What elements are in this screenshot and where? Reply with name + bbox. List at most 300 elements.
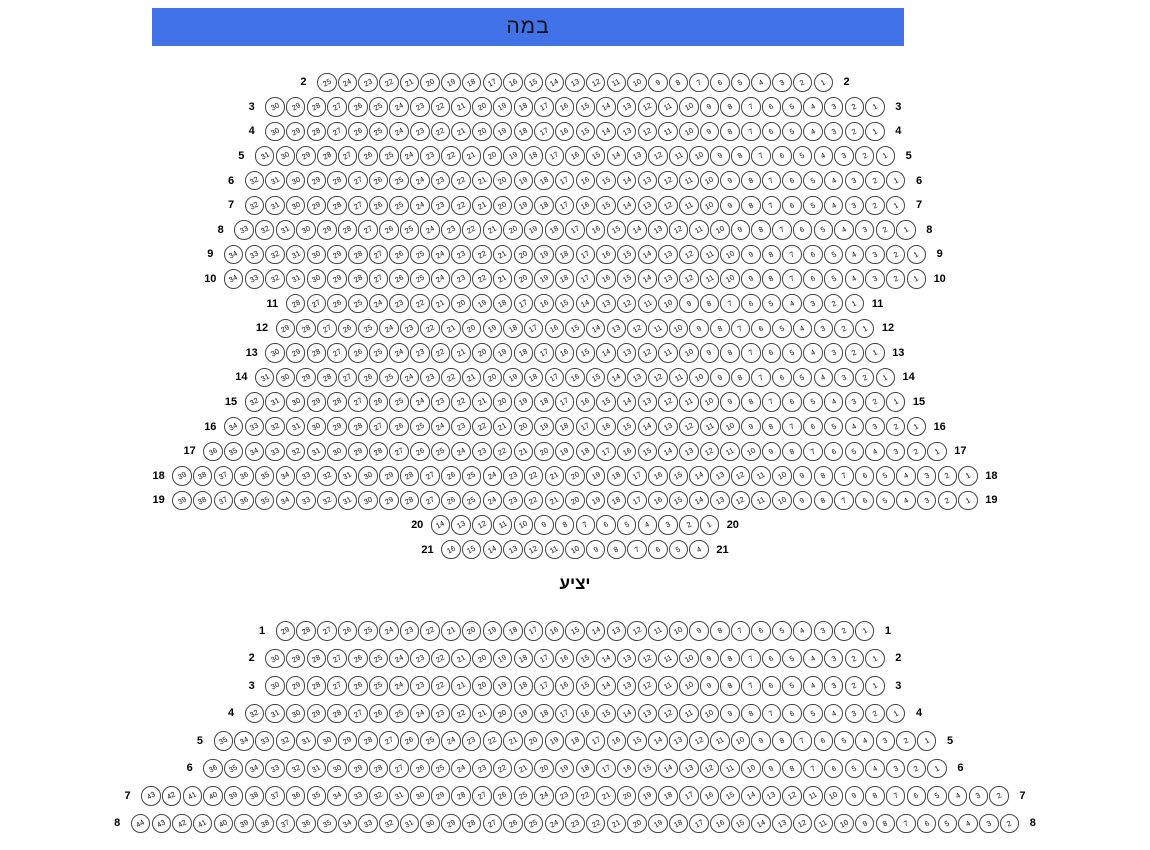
seat[interactable]: 4 xyxy=(793,621,813,641)
seat[interactable]: 18 xyxy=(503,319,523,339)
seat[interactable]: 21 xyxy=(441,319,461,339)
seat[interactable]: 4 xyxy=(845,269,865,289)
seat[interactable]: 2 xyxy=(845,343,865,363)
seat[interactable]: 18 xyxy=(534,704,554,724)
seat[interactable]: 27 xyxy=(327,343,347,363)
seat[interactable]: 7 xyxy=(751,146,771,166)
seat[interactable]: 16 xyxy=(607,731,627,751)
seat[interactable]: 7 xyxy=(782,417,802,437)
seat[interactable]: 21 xyxy=(451,122,471,142)
seat[interactable]: 27 xyxy=(420,466,440,486)
seat[interactable]: 13 xyxy=(772,814,792,834)
seat[interactable]: 24 xyxy=(410,196,430,216)
seat[interactable]: 23 xyxy=(400,621,420,641)
seat[interactable]: 16 xyxy=(441,540,461,560)
seat[interactable]: 41 xyxy=(193,814,213,834)
seat[interactable]: 15 xyxy=(565,319,585,339)
seat[interactable]: 19 xyxy=(493,97,513,117)
seat[interactable]: 10 xyxy=(679,649,699,669)
seat[interactable]: 11 xyxy=(720,759,740,779)
seat[interactable]: 8 xyxy=(814,491,834,511)
seat[interactable]: 17 xyxy=(534,122,554,142)
seat[interactable]: 31 xyxy=(265,704,285,724)
seat[interactable]: 35 xyxy=(307,786,327,806)
seat[interactable]: 29 xyxy=(286,97,306,117)
seat[interactable]: 5 xyxy=(824,417,844,437)
seat[interactable]: 19 xyxy=(545,731,565,751)
seat[interactable]: 8 xyxy=(762,269,782,289)
seat[interactable]: 7 xyxy=(803,759,823,779)
seat[interactable]: 2 xyxy=(845,97,865,117)
seat[interactable]: 21 xyxy=(493,269,513,289)
seat[interactable]: 2 xyxy=(876,220,896,240)
seat[interactable]: 11 xyxy=(607,73,627,93)
seat[interactable]: 3 xyxy=(824,343,844,363)
seat[interactable]: 7 xyxy=(772,220,792,240)
seat[interactable]: 20 xyxy=(472,122,492,142)
seat[interactable]: 6 xyxy=(762,676,782,696)
seat[interactable]: 12 xyxy=(638,676,658,696)
seat[interactable]: 4 xyxy=(845,245,865,265)
seat[interactable]: 26 xyxy=(348,649,368,669)
seat[interactable]: 31 xyxy=(338,466,358,486)
seat[interactable]: 2 xyxy=(886,417,906,437)
seat[interactable]: 4 xyxy=(958,814,978,834)
seat[interactable]: 24 xyxy=(400,146,420,166)
seat[interactable]: 6 xyxy=(762,343,782,363)
seat[interactable]: 1 xyxy=(917,731,937,751)
seat[interactable]: 22 xyxy=(431,676,451,696)
seat[interactable]: 10 xyxy=(700,196,720,216)
seat[interactable]: 6 xyxy=(710,73,730,93)
seat[interactable]: 31 xyxy=(286,417,306,437)
seat[interactable]: 14 xyxy=(596,97,616,117)
seat[interactable]: 9 xyxy=(689,621,709,641)
seat[interactable]: 1 xyxy=(865,122,885,142)
seat[interactable]: 12 xyxy=(731,466,751,486)
seat[interactable]: 17 xyxy=(514,294,534,314)
seat[interactable]: 14 xyxy=(638,417,658,437)
seat[interactable]: 18 xyxy=(514,649,534,669)
seat[interactable]: 4 xyxy=(896,466,916,486)
seat[interactable]: 3 xyxy=(876,731,896,751)
seat[interactable]: 12 xyxy=(524,540,544,560)
seat[interactable]: 22 xyxy=(431,122,451,142)
seat[interactable]: 27 xyxy=(483,814,503,834)
seat[interactable]: 19 xyxy=(483,621,503,641)
seat[interactable]: 16 xyxy=(576,171,596,191)
seat[interactable]: 13 xyxy=(617,97,637,117)
seat[interactable]: 3 xyxy=(814,621,834,641)
seat[interactable]: 29 xyxy=(348,442,368,462)
seat[interactable]: 13 xyxy=(648,220,668,240)
seat[interactable]: 15 xyxy=(638,759,658,779)
seat[interactable]: 23 xyxy=(420,368,440,388)
seat[interactable]: 16 xyxy=(586,220,606,240)
seat[interactable]: 20 xyxy=(565,491,585,511)
seat[interactable]: 10 xyxy=(824,786,844,806)
seat[interactable]: 8 xyxy=(814,466,834,486)
seat[interactable]: 11 xyxy=(751,466,771,486)
seat[interactable]: 38 xyxy=(245,786,265,806)
seat[interactable]: 31 xyxy=(338,491,358,511)
seat[interactable]: 14 xyxy=(576,294,596,314)
seat[interactable]: 4 xyxy=(845,417,865,437)
seat[interactable]: 5 xyxy=(782,649,802,669)
seat[interactable]: 25 xyxy=(369,676,389,696)
seat[interactable]: 15 xyxy=(669,491,689,511)
seat[interactable]: 3 xyxy=(658,515,678,535)
seat[interactable]: 6 xyxy=(803,417,823,437)
seat[interactable]: 5 xyxy=(824,269,844,289)
seat[interactable]: 41 xyxy=(183,786,203,806)
seat[interactable]: 27 xyxy=(348,704,368,724)
seat[interactable]: 12 xyxy=(658,196,678,216)
seat[interactable]: 25 xyxy=(389,704,409,724)
seat[interactable]: 27 xyxy=(327,649,347,669)
seat[interactable]: 10 xyxy=(679,122,699,142)
seat[interactable]: 19 xyxy=(493,649,513,669)
seat[interactable]: 28 xyxy=(307,122,327,142)
seat[interactable]: 8 xyxy=(876,814,896,834)
seat[interactable]: 22 xyxy=(431,97,451,117)
seat[interactable]: 13 xyxy=(669,731,689,751)
seat[interactable]: 18 xyxy=(555,269,575,289)
seat[interactable]: 13 xyxy=(638,171,658,191)
seat[interactable]: 35 xyxy=(255,491,275,511)
seat[interactable]: 34 xyxy=(245,759,265,779)
seat[interactable]: 31 xyxy=(286,269,306,289)
seat[interactable]: 21 xyxy=(400,73,420,93)
seat[interactable]: 33 xyxy=(245,245,265,265)
seat[interactable]: 26 xyxy=(441,491,461,511)
seat[interactable]: 17 xyxy=(689,814,709,834)
seat[interactable]: 6 xyxy=(824,442,844,462)
seat[interactable]: 9 xyxy=(710,368,730,388)
seat[interactable]: 28 xyxy=(451,786,471,806)
seat[interactable]: 5 xyxy=(803,704,823,724)
seat[interactable]: 1 xyxy=(886,196,906,216)
seat[interactable]: 4 xyxy=(803,97,823,117)
seat[interactable]: 19 xyxy=(472,294,492,314)
seat[interactable]: 6 xyxy=(782,704,802,724)
seat[interactable]: 30 xyxy=(410,786,430,806)
seat[interactable]: 26 xyxy=(389,245,409,265)
seat[interactable]: 23 xyxy=(431,704,451,724)
seat[interactable]: 29 xyxy=(327,245,347,265)
seat[interactable]: 11 xyxy=(814,814,834,834)
seat[interactable]: 26 xyxy=(358,368,378,388)
seat[interactable]: 25 xyxy=(410,245,430,265)
seat[interactable]: 8 xyxy=(865,786,885,806)
seat[interactable]: 29 xyxy=(348,759,368,779)
seat[interactable]: 19 xyxy=(524,220,544,240)
seat[interactable]: 6 xyxy=(917,814,937,834)
seat[interactable]: 20 xyxy=(524,731,544,751)
seat[interactable]: 8 xyxy=(607,540,627,560)
seat[interactable]: 20 xyxy=(617,786,637,806)
seat[interactable]: 4 xyxy=(803,343,823,363)
seat[interactable]: 3 xyxy=(824,676,844,696)
seat[interactable]: 15 xyxy=(638,442,658,462)
seat[interactable]: 6 xyxy=(741,294,761,314)
seat[interactable]: 12 xyxy=(648,146,668,166)
seat[interactable]: 1 xyxy=(845,294,865,314)
seat[interactable]: 14 xyxy=(658,759,678,779)
seat[interactable]: 10 xyxy=(772,491,792,511)
seat[interactable]: 15 xyxy=(576,649,596,669)
seat[interactable]: 25 xyxy=(317,73,337,93)
seat[interactable]: 4 xyxy=(834,220,854,240)
seat[interactable]: 32 xyxy=(255,220,275,240)
seat[interactable]: 26 xyxy=(348,676,368,696)
seat[interactable]: 15 xyxy=(462,540,482,560)
seat[interactable]: 6 xyxy=(855,466,875,486)
seat[interactable]: 28 xyxy=(307,649,327,669)
seat[interactable]: 34 xyxy=(276,491,296,511)
seat[interactable]: 7 xyxy=(803,442,823,462)
seat[interactable]: 4 xyxy=(814,146,834,166)
seat[interactable]: 32 xyxy=(317,491,337,511)
seat[interactable]: 33 xyxy=(255,731,275,751)
seat[interactable]: 13 xyxy=(607,319,627,339)
seat[interactable]: 16 xyxy=(710,814,730,834)
seat[interactable]: 3 xyxy=(865,245,885,265)
seat[interactable]: 20 xyxy=(420,73,440,93)
seat[interactable]: 21 xyxy=(493,417,513,437)
seat[interactable]: 9 xyxy=(741,269,761,289)
seat[interactable]: 10 xyxy=(565,540,585,560)
seat[interactable]: 2 xyxy=(855,368,875,388)
seat[interactable]: 13 xyxy=(658,269,678,289)
seat[interactable]: 6 xyxy=(782,392,802,412)
seat[interactable]: 5 xyxy=(762,294,782,314)
seat[interactable]: 27 xyxy=(369,245,389,265)
seat[interactable]: 12 xyxy=(586,73,606,93)
seat[interactable]: 22 xyxy=(472,245,492,265)
seat[interactable]: 16 xyxy=(576,704,596,724)
seat[interactable]: 24 xyxy=(379,319,399,339)
seat[interactable]: 2 xyxy=(907,759,927,779)
seat[interactable]: 1 xyxy=(907,245,927,265)
seat[interactable]: 15 xyxy=(617,269,637,289)
seat[interactable]: 33 xyxy=(348,786,368,806)
seat[interactable]: 23 xyxy=(410,649,430,669)
seat[interactable]: 8 xyxy=(782,442,802,462)
seat[interactable]: 24 xyxy=(389,97,409,117)
seat[interactable]: 27 xyxy=(472,786,492,806)
seat[interactable]: 15 xyxy=(586,146,606,166)
seat[interactable]: 12 xyxy=(679,417,699,437)
seat[interactable]: 20 xyxy=(503,220,523,240)
seat[interactable]: 14 xyxy=(431,515,451,535)
seat[interactable]: 27 xyxy=(389,759,409,779)
seat[interactable]: 33 xyxy=(296,466,316,486)
seat[interactable]: 13 xyxy=(565,73,585,93)
seat[interactable]: 20 xyxy=(514,269,534,289)
seat[interactable]: 3 xyxy=(834,368,854,388)
seat[interactable]: 7 xyxy=(689,73,709,93)
seat[interactable]: 24 xyxy=(338,73,358,93)
seat[interactable]: 11 xyxy=(669,368,689,388)
seat[interactable]: 10 xyxy=(834,814,854,834)
seat[interactable]: 29 xyxy=(327,269,347,289)
seat[interactable]: 29 xyxy=(296,146,316,166)
seat[interactable]: 30 xyxy=(307,417,327,437)
seat[interactable]: 3 xyxy=(979,814,999,834)
seat[interactable]: 6 xyxy=(762,649,782,669)
seat[interactable]: 18 xyxy=(514,676,534,696)
seat[interactable]: 30 xyxy=(265,97,285,117)
seat[interactable]: 23 xyxy=(358,73,378,93)
seat[interactable]: 20 xyxy=(565,466,585,486)
seat[interactable]: 17 xyxy=(555,196,575,216)
seat[interactable]: 22 xyxy=(451,392,471,412)
seat[interactable]: 15 xyxy=(617,245,637,265)
seat[interactable]: 2 xyxy=(855,146,875,166)
seat[interactable]: 26 xyxy=(369,196,389,216)
seat[interactable]: 22 xyxy=(586,814,606,834)
seat[interactable]: 26 xyxy=(338,319,358,339)
seat[interactable]: 15 xyxy=(596,704,616,724)
seat[interactable]: 17 xyxy=(534,97,554,117)
seat[interactable]: 8 xyxy=(741,392,761,412)
seat[interactable]: 28 xyxy=(327,392,347,412)
seat[interactable]: 1 xyxy=(865,343,885,363)
seat[interactable]: 28 xyxy=(307,97,327,117)
seat[interactable]: 9 xyxy=(731,220,751,240)
seat[interactable]: 20 xyxy=(534,759,554,779)
seat[interactable]: 8 xyxy=(710,621,730,641)
seat[interactable]: 30 xyxy=(286,196,306,216)
seat[interactable]: 14 xyxy=(617,704,637,724)
seat[interactable]: 23 xyxy=(410,676,430,696)
seat[interactable]: 25 xyxy=(379,146,399,166)
seat[interactable]: 21 xyxy=(451,676,471,696)
seat[interactable]: 29 xyxy=(307,171,327,191)
seat[interactable]: 2 xyxy=(938,466,958,486)
seat[interactable]: 2 xyxy=(989,786,1009,806)
seat[interactable]: 21 xyxy=(607,814,627,834)
seat[interactable]: 19 xyxy=(555,442,575,462)
seat[interactable]: 1 xyxy=(907,269,927,289)
seat[interactable]: 3 xyxy=(917,491,937,511)
seat[interactable]: 37 xyxy=(265,786,285,806)
seat[interactable]: 17 xyxy=(627,466,647,486)
seat[interactable]: 14 xyxy=(638,245,658,265)
seat[interactable]: 6 xyxy=(751,319,771,339)
seat[interactable]: 29 xyxy=(276,319,296,339)
seat[interactable]: 22 xyxy=(441,146,461,166)
seat[interactable]: 7 xyxy=(720,294,740,314)
seat[interactable]: 17 xyxy=(524,319,544,339)
seat[interactable]: 23 xyxy=(410,122,430,142)
seat[interactable]: 5 xyxy=(782,97,802,117)
seat[interactable]: 18 xyxy=(607,466,627,486)
seat[interactable]: 19 xyxy=(441,73,461,93)
seat[interactable]: 31 xyxy=(307,759,327,779)
seat[interactable]: 39 xyxy=(234,814,254,834)
seat[interactable]: 12 xyxy=(638,649,658,669)
seat[interactable]: 10 xyxy=(741,759,761,779)
seat[interactable]: 33 xyxy=(245,269,265,289)
seat[interactable]: 27 xyxy=(358,220,378,240)
seat[interactable]: 17 xyxy=(565,220,585,240)
seat[interactable]: 30 xyxy=(265,649,285,669)
seat[interactable]: 4 xyxy=(824,171,844,191)
seat[interactable]: 28 xyxy=(296,621,316,641)
seat[interactable]: 5 xyxy=(876,466,896,486)
seat[interactable]: 28 xyxy=(286,294,306,314)
seat[interactable]: 30 xyxy=(286,392,306,412)
seat[interactable]: 4 xyxy=(865,442,885,462)
seat[interactable]: 6 xyxy=(762,97,782,117)
seat[interactable]: 23 xyxy=(389,294,409,314)
seat[interactable]: 5 xyxy=(938,814,958,834)
seat[interactable]: 34 xyxy=(338,814,358,834)
seat[interactable]: 21 xyxy=(514,442,534,462)
seat[interactable]: 24 xyxy=(369,294,389,314)
seat[interactable]: 14 xyxy=(545,73,565,93)
seat[interactable]: 19 xyxy=(514,196,534,216)
seat[interactable]: 28 xyxy=(369,759,389,779)
seat[interactable]: 9 xyxy=(720,196,740,216)
seat[interactable]: 1 xyxy=(886,171,906,191)
seat[interactable]: 12 xyxy=(679,245,699,265)
seat[interactable]: 28 xyxy=(358,731,378,751)
seat[interactable]: 30 xyxy=(307,269,327,289)
seat[interactable]: 2 xyxy=(865,171,885,191)
seat[interactable]: 26 xyxy=(338,621,358,641)
seat[interactable]: 8 xyxy=(762,245,782,265)
seat[interactable]: 10 xyxy=(658,294,678,314)
seat[interactable]: 13 xyxy=(617,649,637,669)
seat[interactable]: 22 xyxy=(441,368,461,388)
seat[interactable]: 24 xyxy=(483,491,503,511)
seat[interactable]: 17 xyxy=(534,343,554,363)
seat[interactable]: 4 xyxy=(948,786,968,806)
seat[interactable]: 9 xyxy=(762,442,782,462)
seat[interactable]: 28 xyxy=(327,171,347,191)
seat[interactable]: 16 xyxy=(565,146,585,166)
seat[interactable]: 1 xyxy=(814,73,834,93)
seat[interactable]: 25 xyxy=(410,417,430,437)
seat[interactable]: 4 xyxy=(803,676,823,696)
seat[interactable]: 36 xyxy=(203,759,223,779)
seat[interactable]: 10 xyxy=(679,97,699,117)
seat[interactable]: 14 xyxy=(741,786,761,806)
seat[interactable]: 26 xyxy=(493,786,513,806)
seat[interactable]: 24 xyxy=(389,649,409,669)
seat[interactable]: 6 xyxy=(648,540,668,560)
seat[interactable]: 27 xyxy=(369,269,389,289)
seat[interactable]: 22 xyxy=(451,171,471,191)
seat[interactable]: 4 xyxy=(824,392,844,412)
seat[interactable]: 13 xyxy=(617,676,637,696)
seat[interactable]: 18 xyxy=(534,392,554,412)
seat[interactable]: 15 xyxy=(596,196,616,216)
seat[interactable]: 9 xyxy=(689,319,709,339)
seat[interactable]: 5 xyxy=(927,786,947,806)
seat[interactable]: 9 xyxy=(700,122,720,142)
seat[interactable]: 13 xyxy=(627,368,647,388)
seat[interactable]: 5 xyxy=(834,731,854,751)
seat[interactable]: 3 xyxy=(917,466,937,486)
seat[interactable]: 15 xyxy=(596,171,616,191)
seat[interactable]: 11 xyxy=(679,392,699,412)
seat[interactable]: 17 xyxy=(596,759,616,779)
seat[interactable]: 5 xyxy=(782,343,802,363)
